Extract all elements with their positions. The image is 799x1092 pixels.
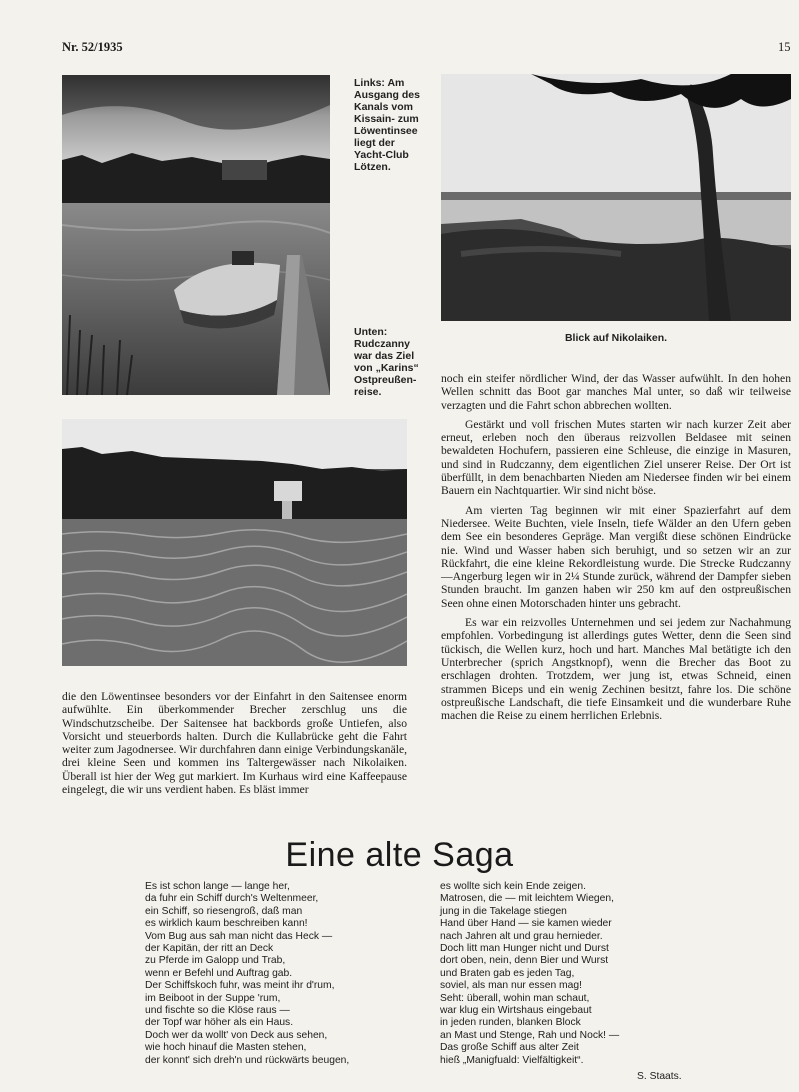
paragraph: die den Löwentinsee besonders vor der Einfahrt in den Saitensee enorm aufwühlte. Ein überkommender Brecher zerschlug uns die Windschutzscheibe. Der Saitensee hat backbords große Untiefen, also Vorsicht und steuerbords halten. Durch die Kullabrücke geht die Fahrt weiter zum Jagodnersee. Wir durchfahren dann einige Verbindungskanäle, drei kleine Seen und kommen ins Taltergewässer nach Nikolaiken. Überall ist hier der Weg gut markiert. Im Kurhaus wird eine Kaffeepause eingelegt, die wir uns verdient haben. Es bläst immer [62, 690, 407, 797]
right-column-text [441, 372, 791, 728]
poem-left-stanza: Es ist schon lange — lange her, da fuhr ein Schiff durch's Weltenmeer, ein Schiff, so riesengroß, daß man es wirklich kaum beschreiben kann! Vom Bug aus sah man nicht das Heck — der Kapitän, der ritt an Deck zu Pferde im Galopp und Trab, wenn er Befehl und Auftrag gab. Der Schiffskoch fuhr, was meint ihr d'rum, im Beiboot in der Suppe 'rum, und fischte so die Klöse raus — der Topf war höher als ein Haus. Doch wer da wollt' von Deck aus sehen, wie hoch hinauf die Masten stehen, der konnt' sich dreh'n und rückwärts beugen, [145, 881, 350, 1066]
poem-title: Eine alte Saga [285, 836, 514, 874]
poem-author: S. Staats. [637, 1071, 682, 1082]
caption-yacht-club: Links: Am Ausgang des Kanals vom Kissain- zum Löwentinsee liegt der Yacht-Club Lötzen. [354, 77, 420, 173]
photo-yacht-club [62, 75, 330, 395]
paragraph: Am vierten Tag beginnen wir mit einer Spazierfahrt auf dem Niedersee. Weite Buchten, viele Inseln, tiefe Wälder an den Ufern geben dem See ein besonderes Gepräge. Man vergißt diese schönen Eindrücke nie. Wind und Wasser haben sich beruhigt, und so setzen wir an zur Rückfahrt, die eine kleine Rekordleistung wurde. Die Strecke Rudczanny—Angerburg legen wir in 2¼ Stunde zurück, während der Dampfer sieben Stunden braucht. Im ganzen haben wir 250 km auf den ostpreußischen Seen ohne einen Motorschaden hinter uns gebracht. [441, 503, 791, 610]
paragraph: Gestärkt und voll frischen Mutes starten wir nach kurzer Zeit aber erneut, erleben noch den überaus reizvollen Beldasee mit seinen bewaldeten Hochufern, passieren eine Schleuse, die einzige in Masuren, und sind in Rudczanny, dem eigentlichen Ziel unserer Reise. Der Ort ist überfüllt, in dem benachbarten Nieden am Niedersee finden wir bei einem Bauern ein Nachtquartier. Wir sind nicht böse. [441, 417, 791, 498]
caption-rudczanny: Unten: Rudczanny war das Ziel von „Karins“ Ostpreußen- reise. [354, 326, 419, 398]
issue-number: Nr. 52/1935 [62, 40, 123, 54]
photo-nikolaiken [441, 74, 791, 321]
left-column-text [62, 690, 407, 802]
paragraph: noch ein steifer nördlicher Wind, der das Wasser aufwühlt. In den hohen Wellen schnitt das Boot gar manches Mal unter, so daß wir teilweise verzagten und die Fahrt schon abbrechen wollten. [441, 372, 791, 412]
page-number: 15 [778, 40, 791, 54]
paragraph: Es war ein reizvolles Unternehmen und sei jedem zur Nachahmung empfohlen. Vorbedingung ist allerdings gutes Wetter, denn die Seen sind tückisch, die Wellen kurz, hoch und hart. Manches Mal betätigte ich den Unterbrecher (sprich Angstknopf), wenn die Brecher das Boot zu erschlagen drohten. Trotzdem, wer jung ist, etwas Schneid, einen strammen Biceps und ein wenig Zechinen besitzt, fahre los. Die schöne ostpreußische Landschaft, die tiefe Einsamkeit und die wunderbare Ruhe machen die Reise zu einem herrlichen Erlebnis. [441, 616, 791, 723]
poem-right-stanza: es wollte sich kein Ende zeigen. Matrosen, die — mit leichtem Wiegen, jung in die Takelage stiegen Hand über Hand — sie kamen wieder nach Jahren alt und grau hernieder. Doch litt man Hunger nicht und Durst dort oben, nein, denn Bier und Wurst und Braten gab es jeden Tag, soviel, als man nur essen mag! Seht: überall, wohin man schaut, war klug ein Wirtshaus eingebaut in jeden runden, blanken Block an Mast und Stenge, Rah und Nock! — Das große Schiff aus alter Zeit hieß „Manigfuald: Vielfältigkeit“. [440, 881, 620, 1066]
caption-nikolaiken: Blick auf Nikolaiken. [564, 332, 668, 344]
photo-rudczanny [62, 419, 407, 666]
